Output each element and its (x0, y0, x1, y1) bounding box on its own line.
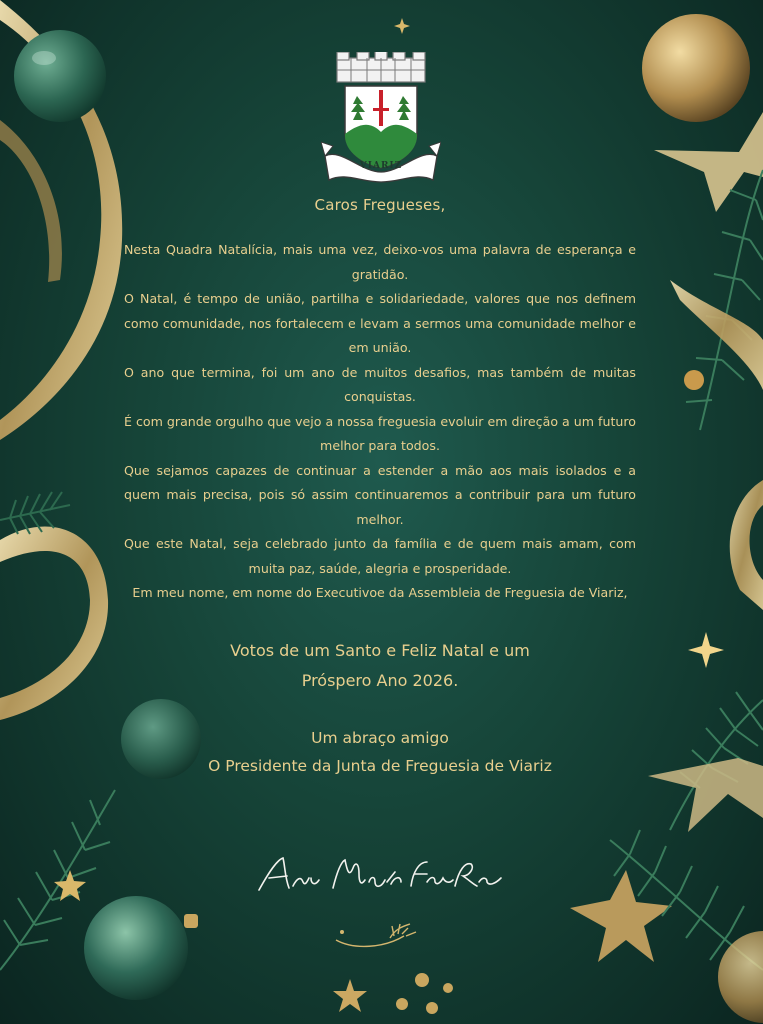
christmas-ornament-icon (712, 930, 763, 1024)
gold-star-icon (330, 976, 370, 1016)
closing-line: Um abraço amigo (311, 728, 449, 747)
handwritten-signature (255, 852, 505, 902)
wishes-line: Próspero Ano 2026. (301, 670, 459, 690)
letter-paragraph: Nesta Quadra Natalícia, mais uma vez, deixo-vos uma palavra de esperança e gratidão. (124, 242, 636, 282)
letter-paragraph: Em meu nome, em nome do Executivoe da Assembleia de Freguesia de Viariz, (132, 585, 628, 600)
letter-body (124, 238, 636, 606)
gold-ribbon-icon (720, 480, 763, 610)
closing-line: O Presidente da Junta de Freguesia de Viariz (208, 756, 552, 775)
wishes-line: Votos de um Santo e Feliz Natal e um (230, 640, 530, 660)
letter-paragraph: O ano que termina, foi um ano de muitos desafios, mas também de muitas conquistas. (124, 364, 636, 404)
municipal-crest (321, 52, 441, 188)
letter-paragraph: Que este Natal, seja celebrado junto da família e de quem mais amam, com muita paz, saúde, alegria e prosperidade. (124, 536, 636, 576)
gold-star-icon (686, 630, 726, 670)
letter-paragraph: Que sejamos capazes de continuar a estender a mão aos mais isolados e a quem mais precisa, pois só assim continuaremos a contribuir para um futuro melhor. (124, 462, 636, 527)
letter-paragraph: É com grande orgulho que vejo a nossa freguesia evoluir em direção a um futuro melhor para todos. (124, 413, 636, 453)
signature-flourish-icon (334, 918, 426, 954)
letter-content (124, 196, 636, 780)
christmas-ornament-icon (682, 368, 706, 392)
gold-star-icon (394, 18, 410, 34)
letter-paragraph: O Natal, é tempo de união, partilha e solidariedade, valores que nos definem como comunidade, nos fortalecem e levam a sermos uma comunidade melhor e em união. (124, 291, 636, 355)
letter-greeting: Caros Fregueses, (314, 196, 446, 214)
holiday-wishes (124, 636, 636, 696)
christmas-ornament-icon (388, 964, 458, 1024)
signature-icon (255, 852, 505, 898)
letter-closing (124, 724, 636, 780)
pine-branch-icon (0, 480, 80, 540)
christmas-ornament-icon (80, 888, 200, 1008)
crest-label: VIARIZ (359, 161, 403, 171)
christmas-ornament-icon (8, 24, 112, 128)
gold-star-icon (52, 868, 88, 904)
